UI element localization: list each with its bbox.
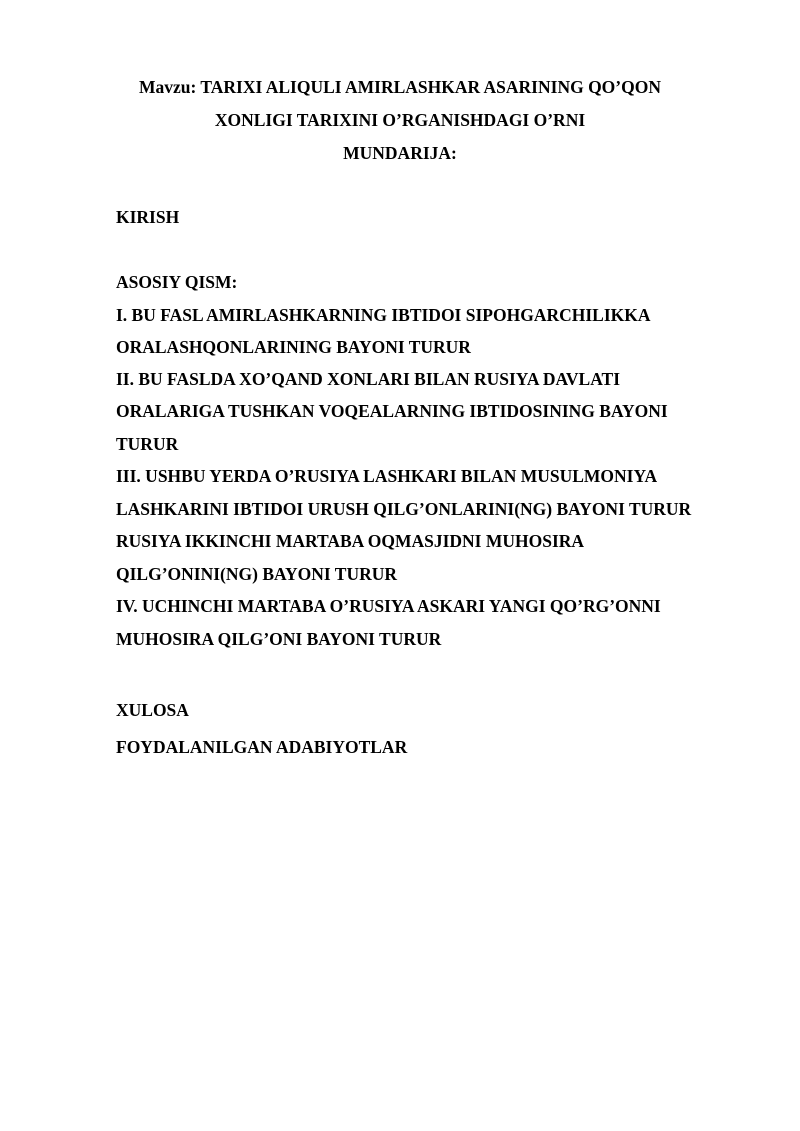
- toc-chapter-3-line-1: III. USHBU YERDA O’RUSIYA LASHKARI BILAN MUSULMONIYA: [116, 466, 658, 486]
- toc-chapter-2-line-2: ORALARIGA TUSHKAN VOQEALARNING IBTIDOSINING BAYONI: [116, 401, 668, 421]
- toc-chapter-4-line-1: IV. UCHINCHI MARTABA O’RUSIYA ASKARI YANGI QO’RG’ONNI: [116, 596, 661, 616]
- toc-chapter-2-line-3: TURUR: [116, 434, 179, 454]
- toc-main-part: ASOSIY QISM:: [116, 272, 238, 292]
- toc-conclusion: XULOSA: [116, 700, 189, 720]
- toc-chapter-1-line-1: I. BU FASL AMIRLASHKARNING IBTIDOI SIPOHGARCHILIKKA: [116, 305, 651, 325]
- toc-intro: KIRISH: [116, 207, 180, 227]
- document-title-line-2: XONLIGI TARIXINI O’RGANISHDAGI O’RNI: [214, 110, 586, 130]
- contents-heading: MUNDARIJA:: [343, 143, 457, 163]
- toc-chapter-2-line-1: II. BU FASLDA XO’QAND XONLARI BILAN RUSIYA DAVLATI: [116, 369, 621, 389]
- document-title-line-1: Mavzu: TARIXI ALIQULI AMIRLASHKAR ASARINING QO’QON: [139, 77, 661, 97]
- toc-chapter-3-line-2: LASHKARINI IBTIDOI URUSH QILG’ONLARINI(NG) BAYONI TURUR: [116, 499, 692, 519]
- toc-chapter-1-line-2: ORALASHQONLARINING BAYONI TURUR: [116, 337, 471, 357]
- toc-chapter-4-line-2: MUHOSIRA QILG’ONI BAYONI TURUR: [116, 629, 442, 649]
- toc-chapter-3-line-4: QILG’ONINI(NG) BAYONI TURUR: [116, 564, 398, 584]
- toc-chapter-3-line-3: RUSIYA IKKINCHI MARTABA OQMASJIDNI MUHOSIRA: [116, 531, 585, 551]
- toc-references: FOYDALANILGAN ADABIYOTLAR: [116, 737, 408, 757]
